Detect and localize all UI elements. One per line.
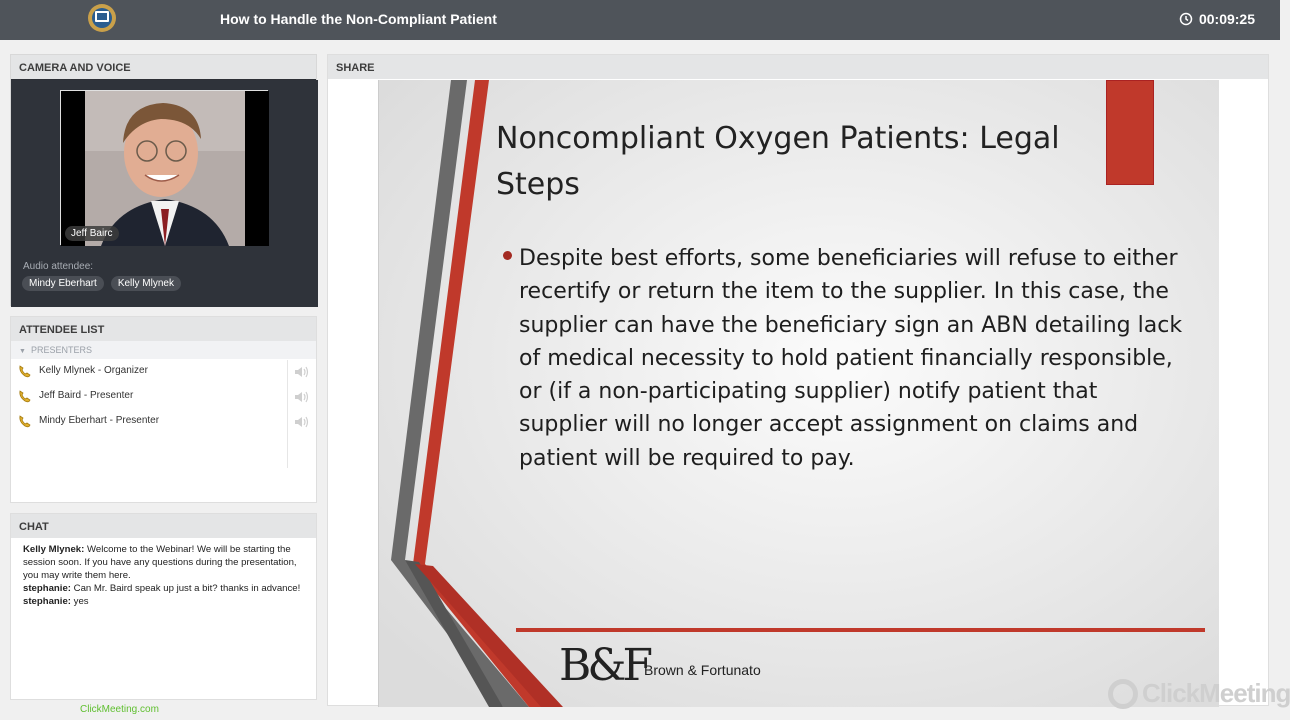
slide-red-line [516, 628, 1205, 632]
watermark-logo-icon [1108, 679, 1138, 709]
phone-icon [17, 388, 33, 404]
session-timer [1179, 11, 1255, 27]
webinar-title: How to Handle the Non-Compliant Patient [220, 11, 497, 27]
audio-attendee-list [22, 276, 181, 291]
chat-author: Kelly Mlynek: [23, 544, 85, 555]
bf-logo: B&F [559, 640, 650, 691]
slide-bullet-text: Despite best efforts, some beneficiaries will refuse to either recertify or return the item to the supplier. In this case, the supplier can have the beneficiary sign an ABN detailing lack of medical necessity to hold patient financially responsible, or (if a non-participating supplier) notify patient that supplier will no longer accept assignment on claims and patient will be required to pay. [519, 246, 1183, 471]
chat-panel [10, 513, 317, 700]
chat-text: Can Mr. Baird speak up just a bit? thanks in advance! [70, 583, 301, 594]
attendee-list [11, 360, 316, 435]
presenter-video[interactable] [60, 90, 268, 245]
video-name-tag: Jeff Bairc [65, 226, 119, 241]
chat-message [23, 595, 308, 608]
audio-attendee-chip[interactable]: Mindy Eberhart [22, 276, 104, 291]
chat-messages [11, 538, 316, 608]
chat-author: stephanie: [23, 583, 71, 594]
clock-icon [1179, 12, 1193, 26]
top-bar [0, 0, 1280, 40]
audio-attendee-label: Audio attendee: [23, 261, 94, 272]
presenters-group-label: PRESENTERS [30, 345, 92, 355]
presenters-group-header[interactable] [11, 341, 316, 359]
attendee-row[interactable] [11, 410, 316, 435]
collapse-triangle-icon: ▼ [19, 348, 26, 355]
slide-red-accent [1106, 80, 1154, 185]
watermark-text: ClickMeeting [1142, 678, 1290, 708]
chat-panel-heading: CHAT [11, 514, 316, 538]
attendee-panel-heading: ATTENDEE LIST [11, 317, 316, 341]
bullet-dot [503, 251, 512, 260]
attendee-name: Mindy Eberhart - Presenter [39, 415, 160, 426]
speaker-icon[interactable] [294, 390, 310, 404]
phone-icon [17, 413, 33, 429]
camera-panel [10, 54, 317, 306]
clickmeeting-watermark [1108, 678, 1290, 709]
speaker-icon[interactable] [294, 415, 310, 429]
chat-author: stephanie: [23, 596, 71, 607]
clickmeeting-link[interactable]: ClickMeeting.com [80, 704, 159, 715]
chat-text: yes [70, 596, 89, 607]
presenter-photo [61, 91, 269, 246]
slide-title [496, 116, 1096, 208]
audio-attendee-chip[interactable]: Kelly Mlynek [111, 276, 181, 291]
attendee-name: Kelly Mlynek - Organizer [39, 365, 148, 376]
attendee-panel [10, 316, 317, 503]
attendee-row[interactable] [11, 360, 316, 385]
share-panel-heading: SHARE [328, 55, 1268, 79]
company-name: Brown & Fortunato [644, 662, 761, 678]
camera-body [11, 80, 318, 307]
chat-message [23, 543, 308, 582]
slide-title-line: Noncompliant Oxygen Patients: Legal [496, 121, 1060, 156]
presentation-slide [378, 80, 1290, 708]
phone-icon [17, 363, 33, 379]
speaker-icon[interactable] [294, 365, 310, 379]
camera-panel-heading: CAMERA AND VOICE [11, 55, 316, 79]
clickmeeting-logo-icon [84, 2, 120, 34]
share-panel [327, 54, 1290, 708]
slide-title-line: Steps [496, 167, 580, 202]
chat-text: Welcome to the Webinar! We will be starting the session soon. If you have any questions during the presentation, you may write them here. [23, 544, 297, 581]
attendee-row[interactable] [11, 385, 316, 410]
timer-value: 00:09:25 [1198, 11, 1255, 27]
chat-message [23, 582, 308, 595]
attendee-name: Jeff Baird - Presenter [39, 390, 134, 401]
